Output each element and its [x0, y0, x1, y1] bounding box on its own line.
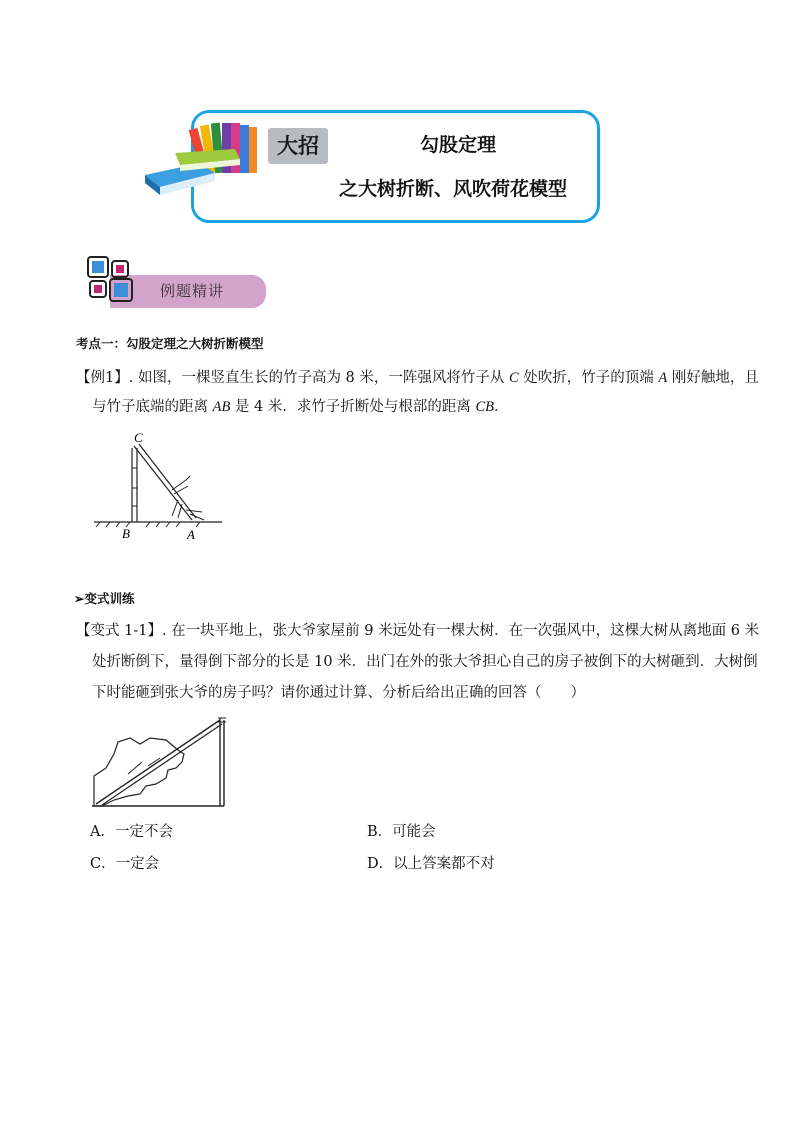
example1-line1: 【例1】. 如图，一棵竖直生长的竹子高为 8 米，一阵强风将竹子从 C 处吹折，竹子的顶端 A 刚好触地，且: [76, 370, 759, 386]
label-c: C: [134, 430, 143, 445]
label-a: A: [187, 527, 195, 542]
option-b[interactable]: B．可能会: [367, 824, 436, 840]
header-tag: 大招: [277, 133, 319, 158]
variant1-line2: 处折断倒下，量得倒下部分的长是 10 米．出门在外的张大爷担心自己的房子被倒下的大树砸到．大树倒: [92, 654, 758, 670]
tree-house-figure: [88, 714, 238, 814]
variant1-line3: 下时能砸到张大爷的房子吗？请你通过计算、分析后给出正确的回答（ ）: [92, 685, 585, 701]
books-icon: [140, 113, 270, 198]
option-a[interactable]: A．一定不会: [90, 824, 173, 840]
option-d[interactable]: D．以上答案都不对: [367, 856, 495, 872]
section-label: 例题精讲: [160, 282, 225, 300]
variant-heading: ➢变式训练: [74, 591, 135, 606]
topic-heading: 考点一：勾股定理之大树折断模型: [76, 336, 264, 351]
option-c[interactable]: C．一定会: [90, 856, 160, 872]
section-logo-icon: [84, 255, 140, 311]
variant1-line1: 【变式 1-1】. 在一块平地上，张大爷家屋前 9 米远处有一棵大树．在一次强风中，这棵大树从离地面 6 米: [76, 623, 760, 639]
header-title-line1: 勾股定理: [420, 134, 497, 156]
header-title-line2: 之大树折断、风吹荷花模型: [339, 178, 568, 200]
label-b: B: [122, 526, 130, 541]
example1-line2: 与竹子底端的距离 AB 是 4 米．求竹子折断处与根部的距离 CB．: [92, 399, 509, 415]
bamboo-figure: [90, 428, 230, 546]
